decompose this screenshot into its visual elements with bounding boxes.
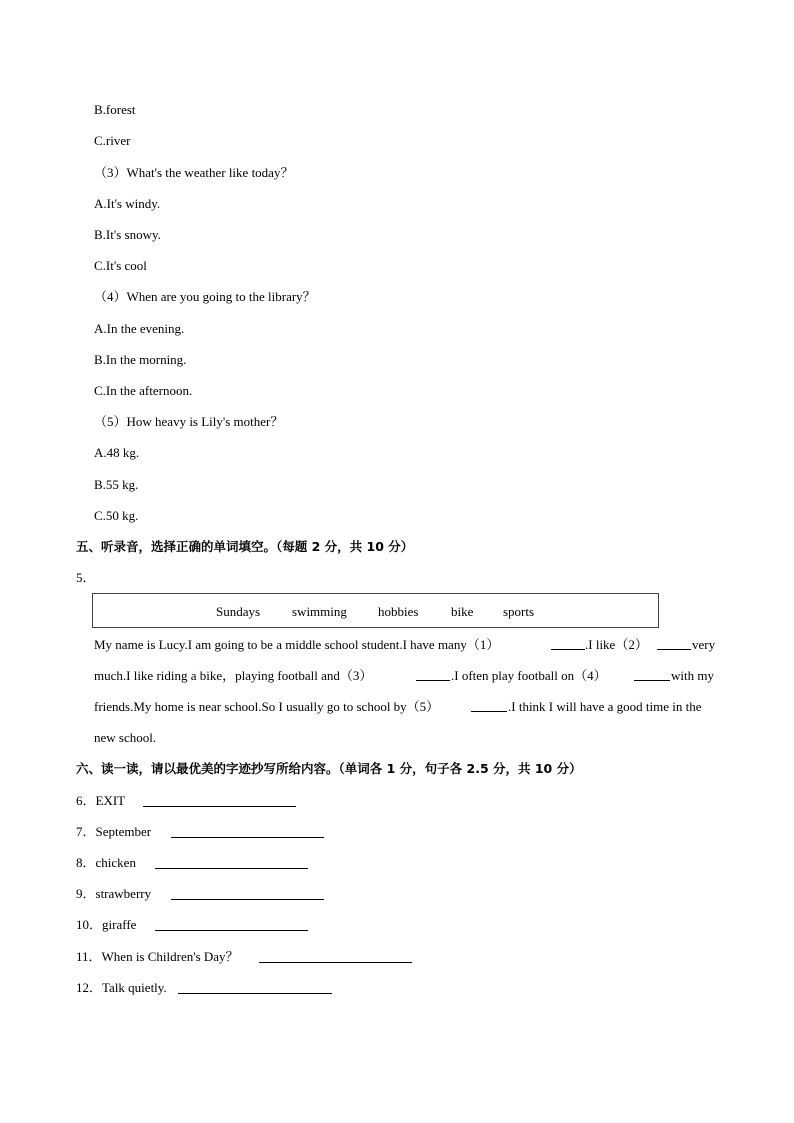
blank-4[interactable] xyxy=(634,668,670,681)
sub3-option-b: B.It's snowy. xyxy=(94,227,161,242)
copy-item-7 xyxy=(76,824,151,840)
item-number: 10． xyxy=(76,917,103,932)
option-b-forest: B.forest xyxy=(94,102,136,117)
sub5-option-a: A.48 kg. xyxy=(94,445,140,460)
sub4-option-b: B.In the morning. xyxy=(94,352,187,367)
writing-line-10[interactable] xyxy=(155,930,308,931)
item-number: 12． xyxy=(76,980,103,995)
sub5-option-c: C.50 kg. xyxy=(94,508,139,523)
word-bank-box xyxy=(92,593,659,628)
passage-text: friends.My home is near school.So I usually go to school by（5） xyxy=(94,699,440,714)
writing-line-7[interactable] xyxy=(171,837,324,838)
blank-5[interactable] xyxy=(471,699,507,712)
word-bank-item: sports xyxy=(503,604,535,619)
sub3-option-a: A.It's windy. xyxy=(94,196,161,211)
word-bank-item: Sundays xyxy=(216,604,261,619)
item-text: chicken xyxy=(95,855,136,870)
item-number: 6． xyxy=(76,793,96,808)
word-bank-item: bike xyxy=(451,604,474,619)
copy-item-12 xyxy=(76,980,167,996)
sub-question-5: （5）How heavy is Lily's mother？ xyxy=(94,414,284,429)
copy-item-8 xyxy=(76,855,136,871)
item-text: giraffe xyxy=(102,917,137,932)
item-text: September xyxy=(95,824,152,839)
item-text: EXIT xyxy=(95,793,126,808)
item-text: Talk quietly. xyxy=(102,980,167,995)
section-6-heading: 六、读一读，请以最优美的字迹抄写所给内容。（单词各 1 分，句子各 2.5 分，共 10 分） xyxy=(76,761,582,776)
passage-text: much.I like riding a bike，playing football and（3） xyxy=(94,668,373,683)
writing-line-6[interactable] xyxy=(143,806,296,807)
word-bank-item: swimming xyxy=(292,604,347,619)
sub5-option-b: B.55 kg. xyxy=(94,477,139,492)
sub4-option-a: A.In the evening. xyxy=(94,321,185,336)
writing-line-12[interactable] xyxy=(178,993,332,994)
copy-item-11 xyxy=(76,949,239,965)
passage-text: .I like（2） xyxy=(585,637,648,652)
passage-text: very xyxy=(692,637,716,652)
copy-item-9 xyxy=(76,886,151,902)
blank-3[interactable] xyxy=(416,668,450,681)
blank-2[interactable] xyxy=(657,637,691,650)
writing-line-11[interactable] xyxy=(259,962,412,963)
passage-text: My name is Lucy.I am going to be a middle school student.I have many（1） xyxy=(94,637,500,652)
item-number: 7． xyxy=(76,824,96,839)
sub4-option-c: C.In the afternoon. xyxy=(94,383,193,398)
sub3-option-c: C.It's cool xyxy=(94,258,147,273)
item-text: When is Children's Day？ xyxy=(101,949,239,964)
passage-text: with my xyxy=(671,668,714,683)
passage-text: .I often play football on（4） xyxy=(451,668,607,683)
copy-item-6 xyxy=(76,793,125,809)
item-number: 11． xyxy=(76,949,102,964)
sub-question-3: （3）What's the weather like today？ xyxy=(94,165,294,180)
option-c-river: C.river xyxy=(94,133,131,148)
question-number-5: 5． xyxy=(76,570,96,585)
word-bank-item: hobbies xyxy=(378,604,419,619)
sub-question-4: （4）When are you going to the library？ xyxy=(94,289,316,304)
item-number: 8． xyxy=(76,855,96,870)
writing-line-9[interactable] xyxy=(171,899,324,900)
passage-text: .I think I will have a good time in the xyxy=(508,699,702,714)
item-text: strawberry xyxy=(95,886,152,901)
item-number: 9． xyxy=(76,886,96,901)
section-5-heading: 五、听录音，选择正确的单词填空。（每题 2 分，共 10 分） xyxy=(76,539,414,554)
writing-line-8[interactable] xyxy=(155,868,308,869)
copy-item-10 xyxy=(76,917,136,933)
blank-1[interactable] xyxy=(551,637,585,650)
passage-line-4: new school. xyxy=(94,730,157,745)
